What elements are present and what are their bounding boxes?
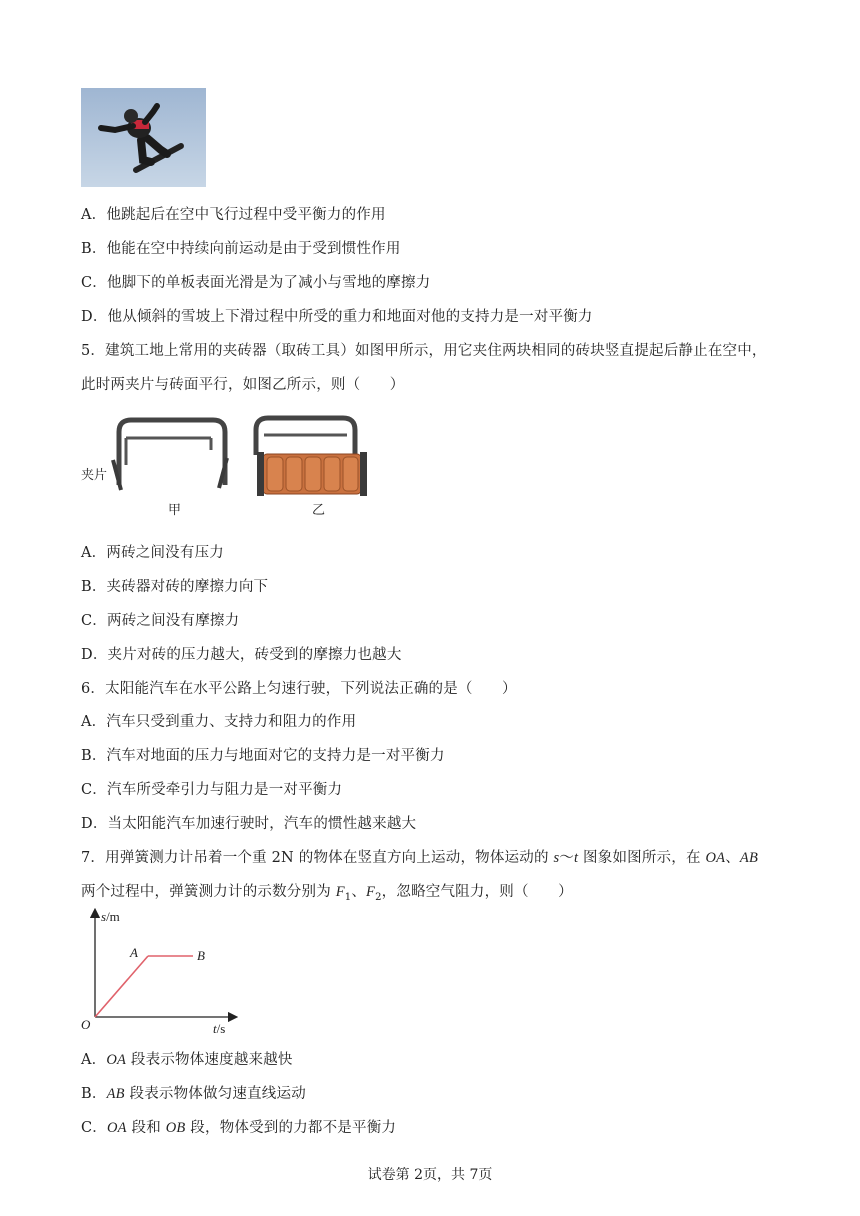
point-b-label: B — [197, 948, 205, 963]
q5-option-b: B．夹砖器对砖的摩擦力向下 — [81, 579, 269, 595]
q5-option-c: C．两砖之间没有摩擦力 — [81, 613, 240, 629]
q5-stem-line2: 此时两夹片与砖面平行，如图乙所示，则（ ） — [81, 377, 405, 393]
brick-clamp-figure — [81, 410, 381, 525]
segment-oa — [95, 956, 148, 1017]
q4-option-c: C．他脚下的单板表面光滑是为了减小与雪地的摩擦力 — [81, 275, 431, 291]
q4-option-a: A．他跳起后在空中飞行过程中受平衡力的作用 — [81, 207, 386, 223]
q6-option-c: C．汽车所受牵引力与阻力是一对平衡力 — [81, 782, 343, 798]
s-t-graph — [81, 905, 241, 1035]
q6-stem: 6．太阳能汽车在水平公路上匀速行驶，下列说法正确的是（ ） — [81, 681, 517, 697]
point-a-label: A — [130, 945, 138, 960]
q5-option-a: A．两砖之间没有压力 — [81, 545, 224, 561]
page-footer: 试卷第 2页，共 7页 — [367, 1167, 493, 1183]
snowboarder-photo — [81, 88, 206, 187]
q6-option-a: A．汽车只受到重力、支持力和阻力的作用 — [81, 714, 357, 730]
q7-stem-line2: 两个过程中，弹簧测力计的示数分别为 $F_1$、$F_2$，忽略空气阻力，则（ ） — [81, 884, 573, 903]
y-axis-label: s/m — [101, 909, 120, 924]
q6-option-b: B．汽车对地面的压力与地面对它的支持力是一对平衡力 — [81, 748, 445, 764]
caption-jia: 甲 — [168, 503, 182, 518]
q5-stem-line1: 5．建筑工地上常用的夹砖器（取砖工具）如图甲所示，用它夹住两块相同的砖块竖直提起后静止在空中， — [81, 343, 767, 359]
q6-option-d: D．当太阳能汽车加速行驶时，汽车的惯性越来越大 — [81, 816, 417, 832]
label-clip: 夹片 — [81, 468, 108, 483]
q7-option-a: A．OA 段表示物体速度越来越快 — [81, 1052, 293, 1068]
q4-option-d: D．他从倾斜的雪坡上下滑过程中所受的重力和地面对他的支持力是一对平衡力 — [81, 309, 593, 325]
x-axis-label: t/s — [213, 1021, 226, 1035]
q7-stem-line1: 7．用弹簧测力计吊着一个重 2N 的物体在竖直方向上运动，物体运动的 s～t 图象如图所示，在 OA、AB — [81, 850, 759, 866]
q5-option-d: D．夹片对砖的压力越大，砖受到的摩擦力也越大 — [81, 647, 402, 663]
origin-label: O — [81, 1017, 91, 1032]
q4-option-b: B．他能在空中持续向前运动是由于受到惯性作用 — [81, 241, 401, 257]
caption-yi: 乙 — [312, 503, 326, 518]
q7-option-c: C．OA 段和 OB 段，物体受到的力都不是平衡力 — [81, 1120, 397, 1136]
q7-option-b: B．AB 段表示物体做匀速直线运动 — [81, 1086, 306, 1102]
